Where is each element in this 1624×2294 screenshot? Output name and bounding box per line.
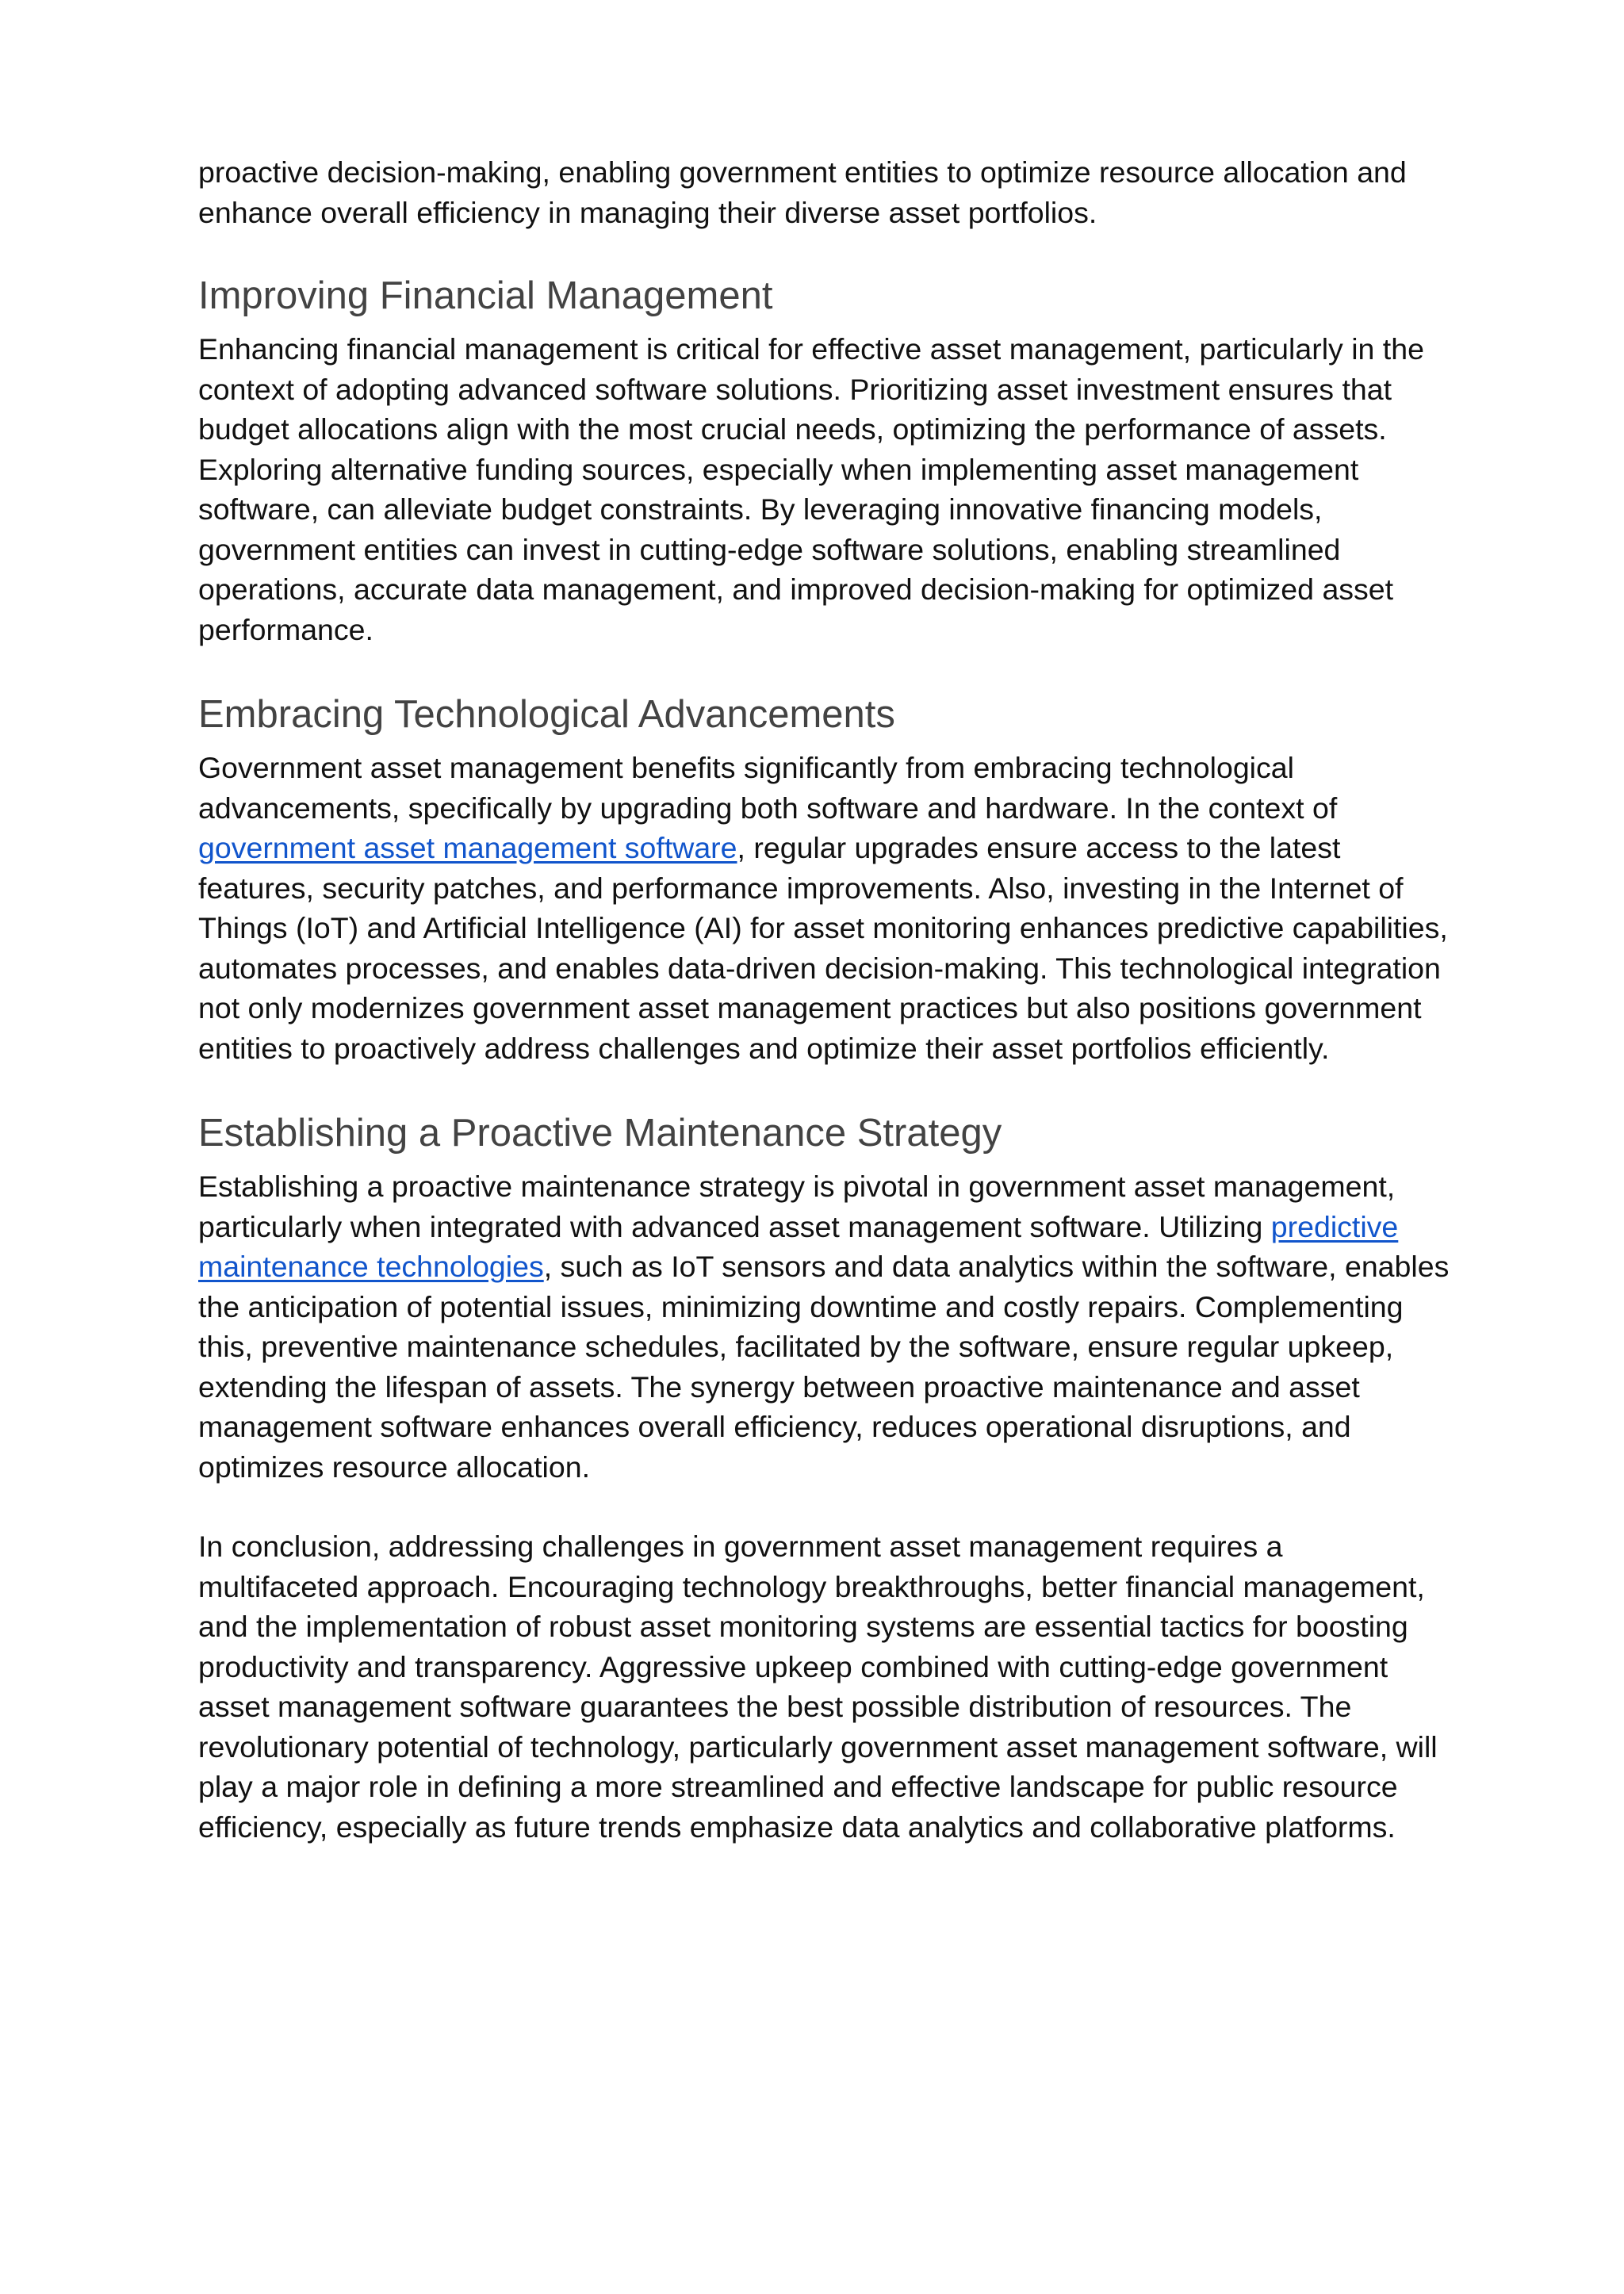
paragraph-text-segment: Establishing a proactive maintenance strategy is pivotal in government asset management, particularly when integrated with advanced asset management software. Utilizing [198,1170,1396,1243]
conclusion-paragraph: In conclusion, addressing challenges in government asset management requires a multifaceted approach. Encouraging technology breakthroughs, better financial management, and the implementation of robust asset monitoring systems are essential tactics for boosting productivity and transparency. Aggressive upkeep combined with cutting-edge government asset management software guarantees the best possible distribution of resources. The revolutionary potential of technology, particularly government asset management software, will play a major role in defining a more streamlined and effective landscape for public resource efficiency, especially as future trends emphasize data analytics and collaborative platforms. [198,1530,1438,1844]
heading-financial-management: Improving Financial Management [198,274,773,317]
paragraph-text-segment: , such as IoT sensors and data analytics within the software, enables the anticipation of potential issues, minimizing downtime and costly repairs. Complementing this, preventive maintenance schedules, facilitated by the software, ensure regular upkeep, extending the lifespan of assets. The synergy between proactive maintenance and asset management software enhances overall efficiency, reduces operational disruptions, and optimizes resource allocation. [198,1250,1450,1484]
intro-paragraph: proactive decision-making, enabling government entities to optimize resource allocation and enhance overall efficiency in managing their diverse asset portfolios. [198,155,1407,229]
link-government-asset-management-software[interactable]: government asset management software [198,831,737,864]
paragraph-text-segment: Government asset management benefits significantly from embracing technological advancements, specifically by upgrading both software and hardware. In the context of [198,751,1338,825]
paragraph-technological-advancements [198,748,1451,1068]
heading-technological-advancements: Embracing Technological Advancements [198,693,895,736]
paragraph-financial-management: Enhancing financial management is critical for effective asset management, particularly in the context of adopting advanced software solutions. Prioritizing asset investment ensures that budget allocations align with the most crucial needs, optimizing the performance of assets. Exploring alternative funding sources, especially when implementing asset management software, can alleviate budget constraints. By leveraging innovative financing models, government entities can invest in cutting-edge software solutions, enabling streamlined operations, accurate data management, and improved decision-making for optimized asset performance. [198,332,1424,646]
document-body [198,152,1451,1847]
heading-proactive-maintenance: Establishing a Proactive Maintenance Strategy [198,1112,1002,1155]
link-predictive-maintenance-technologies[interactable]: predictive maintenance technologies [198,1209,1399,1283]
paragraph-proactive-maintenance [198,1166,1451,1487]
paragraph-text-segment: , regular upgrades ensure access to the latest features, security patches, and performance improvements. Also, investing in the Internet of Things (IoT) and Artificial Intelligence (AI) for asset monitoring enhances predictive capabilities, automates processes, and enables data-driven decision-making. This technological integration not only modernizes government asset management practices but also positions government entities to proactively address challenges and optimize their asset portfolios efficiently. [198,831,1448,1065]
